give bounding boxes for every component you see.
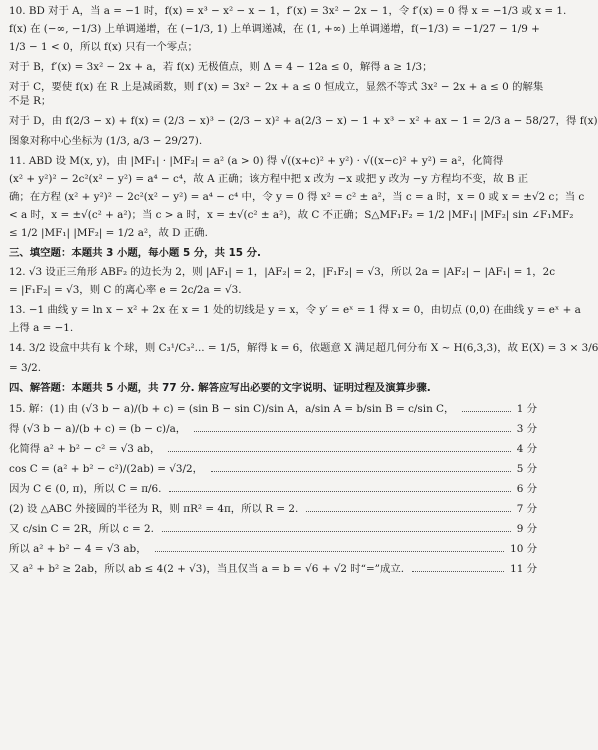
- answer-12: [9, 265, 556, 297]
- dot-leader: [412, 571, 504, 572]
- answer-14-line: 14. 3/2 设盒中共有 k 个球，则 C₃¹/C₃²... = 1/5，解得 k = 6，依题意 X 满足超几何分布 X ~ H(6,3,3)，故 E(X) = 3 × 3/6: [9, 342, 598, 354]
- step-text: cos C = (a² + b² − c²)/(2ab) = √3/2，: [9, 463, 203, 475]
- step-text: 因为 C ∈ (0, π)，所以 C = π/6.: [9, 483, 162, 495]
- dot-leader: [211, 471, 511, 472]
- solution-step: [9, 502, 537, 516]
- step-score: 1 分: [516, 403, 537, 415]
- answer-13-line: 上得 a = −1.: [9, 322, 74, 334]
- answer-13-line: 13. −1 曲线 y = ln x − x² + 2x 在 x = 1 处的切线是 y = x，令 y′ = eˣ = 1 得 x = 0，由切点 (0,0) 在曲线 y = eˣ + a: [9, 304, 581, 316]
- answer-14-line: = 3/2.: [9, 362, 42, 374]
- step-score: 9 分: [516, 523, 537, 535]
- solution-step: [9, 562, 537, 576]
- answer-10-line: 不是 R；: [9, 95, 52, 107]
- step-text: 得 (√3 b − a)/(b + c) = (b − c)/a，: [9, 423, 187, 435]
- section-4-heading: 四、解答题：本题共 5 小题，共 77 分. 解答应写出必要的文字说明、证明过程及演算步骤.: [9, 382, 431, 394]
- answer-10-line: 对于 D，由 f(2/3 − x) + f(x) = (2/3 − x)³ − (2/3 − x)² + a(2/3 − x) − 1 + x³ − x² + ax − 1 = 2/3 a − 58/27，得 f(x): [9, 115, 598, 127]
- answer-10-line: f(x) 在 (−∞, −1/3) 上单调递增，在 (−1/3, 1) 上单调递减，在 (1, +∞) 上单调递增，f(−1/3) = −1/27 − 1/9 +: [9, 23, 540, 35]
- answer-10-line: 对于 C，要使 f(x) 在 R 上是减函数，则 f′(x) = 3x² − 2x + a ≤ 0 恒成立，显然不等式 3x² − 2x + a ≤ 0 的解集: [9, 81, 544, 93]
- section-3-heading: 三、填空题：本题共 3 小题，每小题 5 分，共 15 分.: [9, 247, 261, 259]
- solution-step: [9, 422, 537, 436]
- dot-leader: [169, 491, 510, 492]
- step-score: 6 分: [516, 483, 537, 495]
- step-text: (2) 设 △ABC 外接圆的半径为 R，则 πR² = 4π，所以 R = 2.: [9, 503, 299, 515]
- solution-step: [9, 542, 537, 556]
- dot-leader: [306, 511, 510, 512]
- dot-leader: [162, 531, 511, 532]
- step-score: 7 分: [516, 503, 537, 515]
- answer-15: [9, 402, 537, 576]
- step-text: 又 c/sin C = 2R，所以 c = 2.: [9, 523, 154, 535]
- solution-step: [9, 462, 537, 476]
- answer-10: [9, 4, 598, 148]
- step-score: 4 分: [516, 443, 537, 455]
- answer-10-line: 对于 B，f′(x) = 3x² − 2x + a，若 f(x) 无极值点，则 Δ = 4 − 12a ≤ 0，解得 a ≥ 1/3；: [9, 61, 433, 73]
- dot-leader: [194, 431, 511, 432]
- solution-step: [9, 482, 537, 496]
- answer-11-line: < a 时，x = ±√(c² + a²)；当 c > a 时，x = ±√(c² ± a²)，故 C 不正确；S△MF₁F₂ = 1/2 |MF₁| |MF₂| sin ∠F₁MF₂: [9, 209, 574, 221]
- step-text: 化简得 a² + b² − c² = √3 ab，: [9, 443, 161, 455]
- dot-leader: [155, 551, 504, 552]
- answer-12-line: = |F₁F₂| = √3，则 C 的离心率 e = 2c/2a = √3.: [9, 284, 242, 296]
- step-score: 3 分: [516, 423, 537, 435]
- step-text: 15. 解：(1) 由 (√3 b − a)/(b + c) = (sin B − sin C)/sin A，a/sin A = b/sin B = c/sin C，: [9, 403, 455, 415]
- step-score: 5 分: [516, 463, 537, 475]
- answer-12-line: 12. √3 设正三角形 ABF₂ 的边长为 2，则 |AF₁| = 1，|AF₂| = 2，|F₁F₂| = √3，所以 2a = |AF₂| − |AF₁| = 1，2c: [9, 266, 556, 278]
- solution-step: [9, 402, 537, 416]
- solution-step: [9, 442, 537, 456]
- answer-11-line: (x² + y²)² − 2c²(x² − y²) = a⁴ − c⁴，故 A 正确；该方程中把 x 改为 −x 或把 y 改为 −y 方程均不变，故 B 正: [9, 173, 529, 185]
- answer-11-line: ≤ 1/2 |MF₁| |MF₂| = 1/2 a²，故 D 正确.: [9, 227, 208, 239]
- step-score: 11 分: [510, 563, 537, 575]
- answer-11-line: 确；在方程 (x² + y²)² − 2c²(x² − y²) = a⁴ − c⁴ 中，令 y = 0 得 x² = c² ± a²，当 c = a 时，x = 0 或 x = ±√2 c；当 c: [9, 191, 585, 203]
- solution-step: [9, 522, 537, 536]
- answer-11: [9, 154, 585, 240]
- answer-10-line: 图象对称中心坐标为 (1/3, a/3 − 29/27).: [9, 135, 203, 147]
- answer-14: [9, 341, 598, 375]
- step-text: 又 a² + b² ≥ 2ab，所以 ab ≤ 4(2 + √3)，当且仅当 a = b = √6 + √2 时“=”成立.: [9, 563, 405, 575]
- step-score: 10 分: [510, 543, 537, 555]
- answer-10-line: 1/3 − 1 < 0，所以 f(x) 只有一个零点；: [9, 41, 198, 53]
- answer-10-line: 10. BD 对于 A，当 a = −1 时，f(x) = x³ − x² − x − 1，f′(x) = 3x² − 2x − 1，令 f′(x) = 0 得 x = −1/3 或 x = 1.: [9, 5, 567, 17]
- step-text: 所以 a² + b² − 4 = √3 ab，: [9, 543, 147, 555]
- answer-13: [9, 303, 581, 335]
- answer-11-line: 11. ABD 设 M(x, y)，由 |MF₁| · |MF₂| = a² (a > 0) 得 √((x+c)² + y²) · √((x−c)² + y²) = a²，化简得: [9, 155, 504, 167]
- dot-leader: [168, 451, 510, 452]
- dot-leader: [462, 411, 510, 412]
